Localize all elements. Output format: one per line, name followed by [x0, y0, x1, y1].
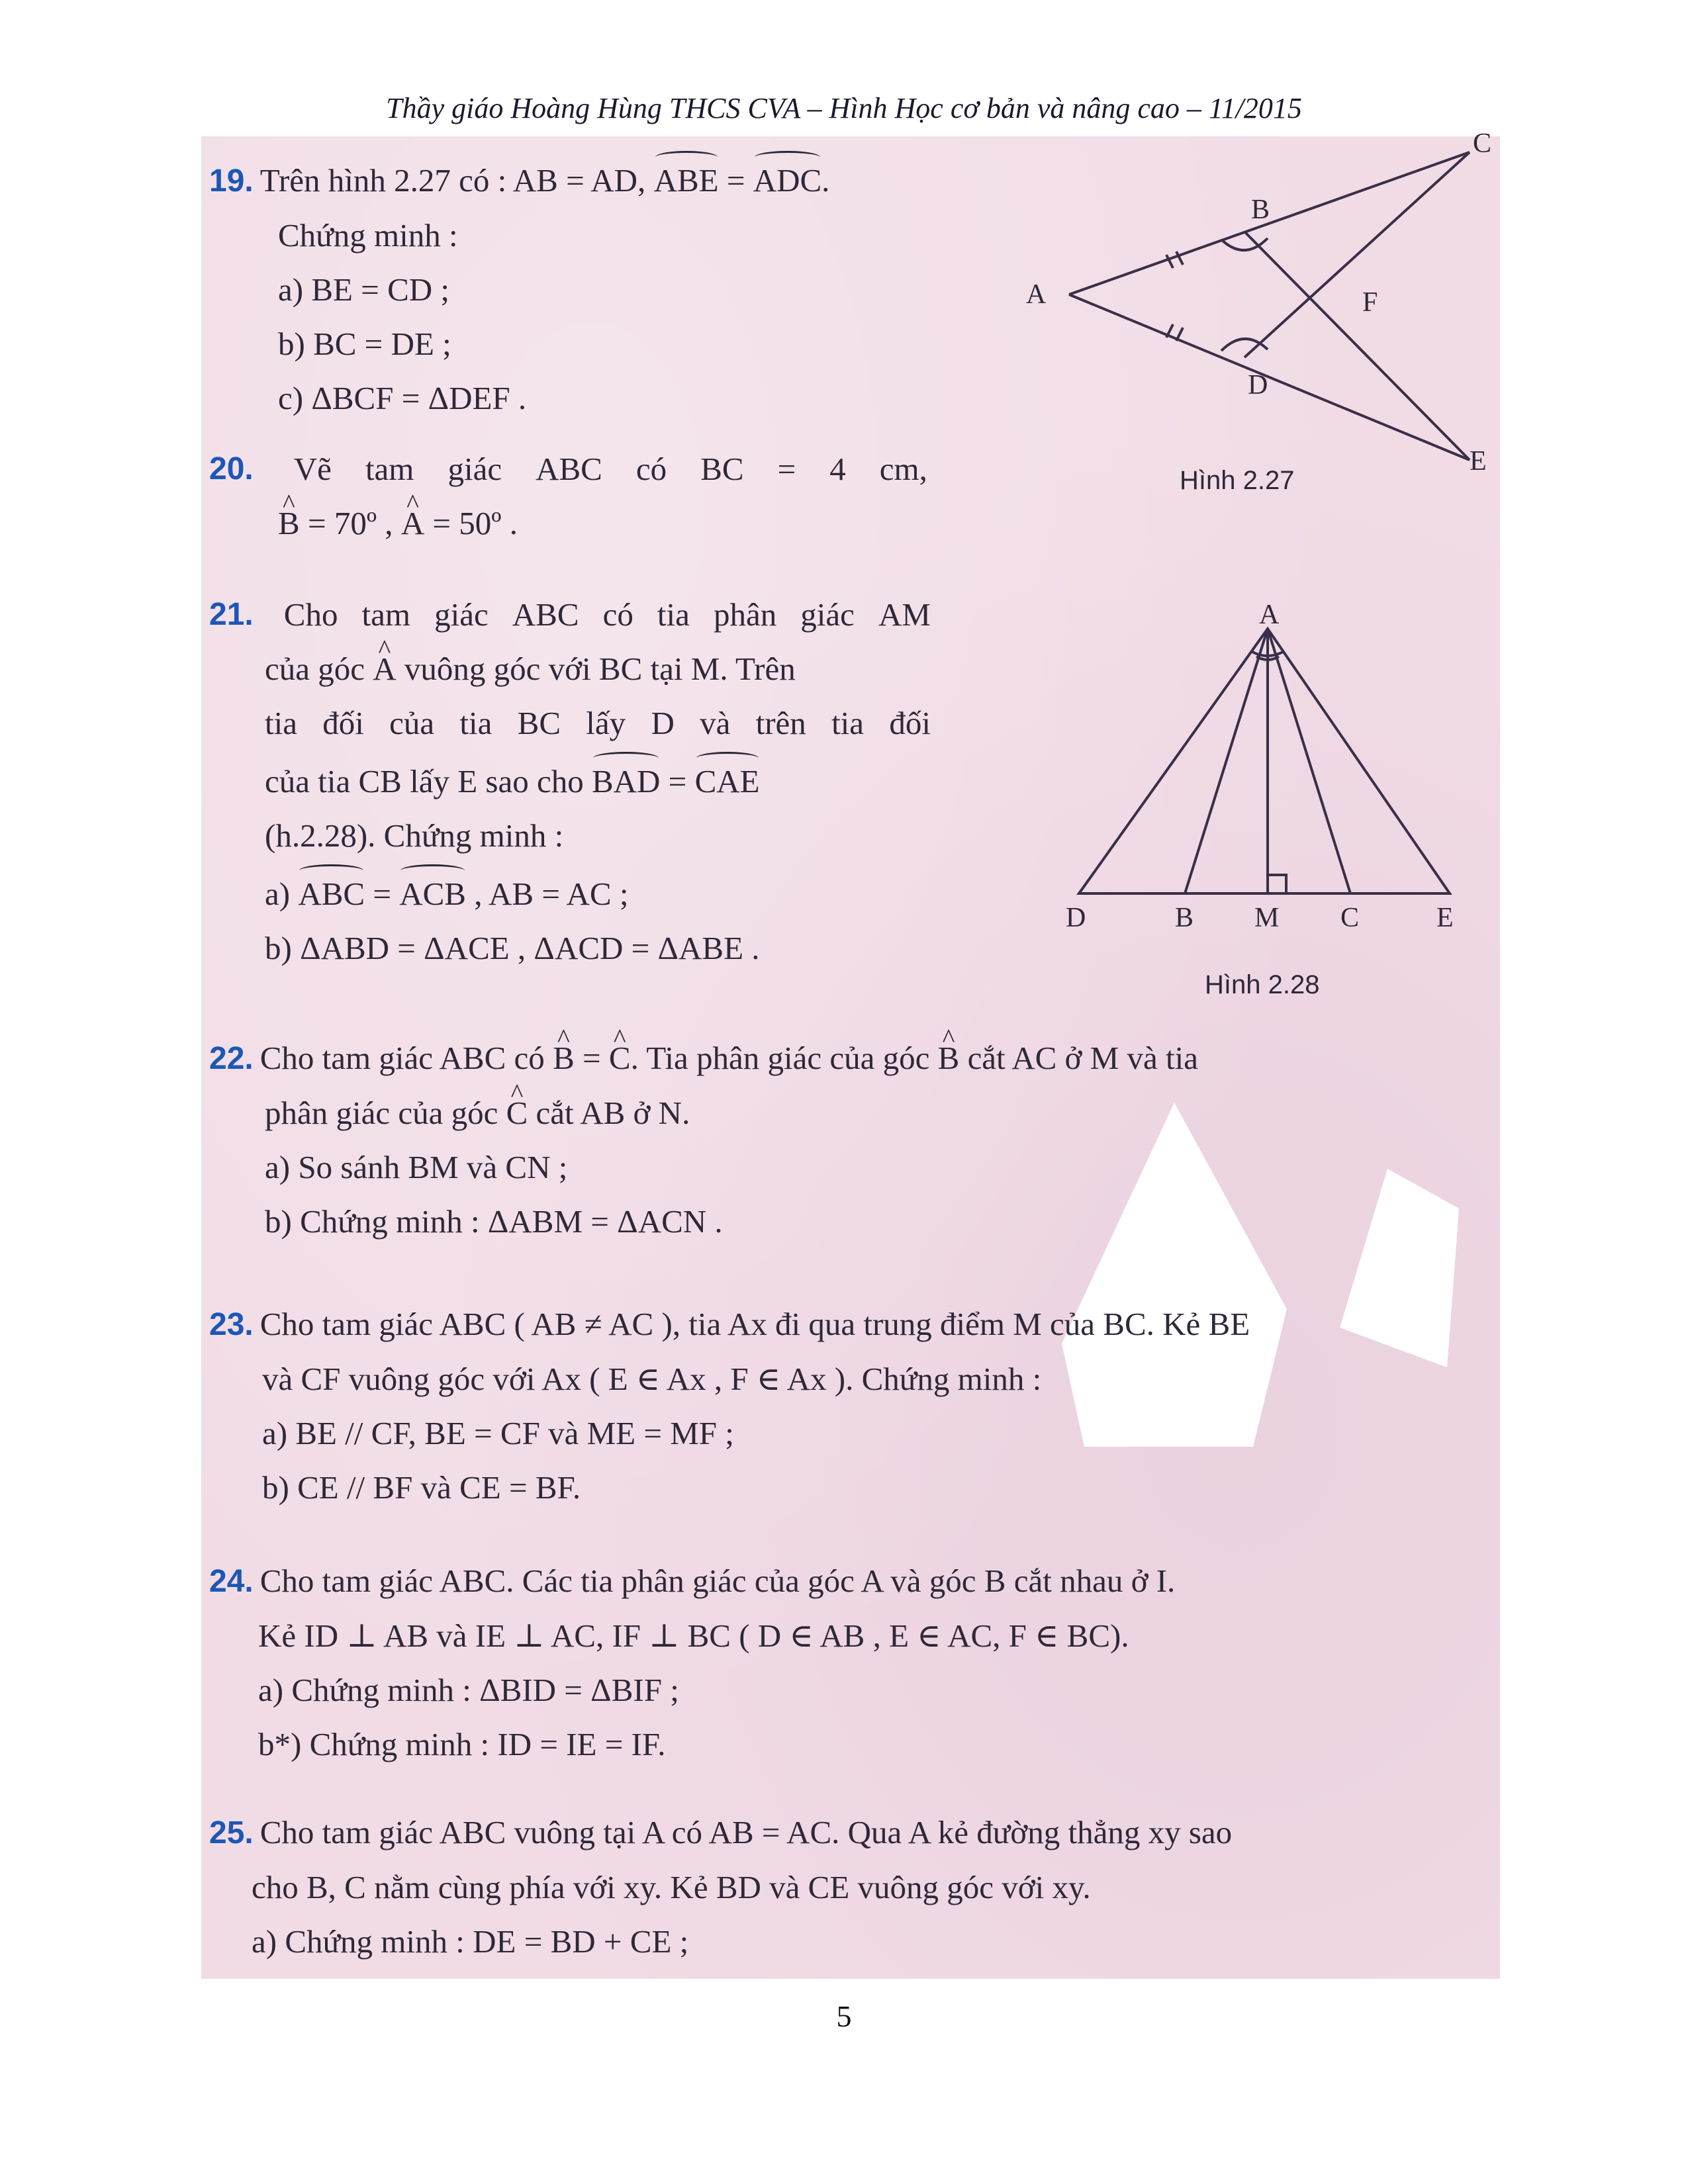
problem-21: 21. Cho tam giác ABC có tia phân giác AM của góc ^ A vuông góc với BC tại M. Trên tia đối của tia BC lấy D và trên tia đối của tia CB lấy E sao cho BAD = CAE (h.2.28). Chứng minh : a) ABC = ACB , AB = AC ; b) ΔABD = ΔACE , ΔACD = ΔABE .: [209, 588, 931, 976]
page-header: Thầy giáo Hoàng Hùng THCS CVA – Hình Học cơ bản và nâng cao – 11/2015: [386, 92, 1302, 124]
angle-a: ^ A: [401, 496, 424, 551]
label-f: F: [1362, 287, 1378, 318]
label-e: E: [1436, 903, 1454, 933]
problem-20: 20. Vẽ tam giác ABC có BC = 4 cm, ^ B = 70º , ^ A = 50º .: [209, 442, 927, 551]
label-c: C: [1473, 132, 1492, 159]
problem-number: 23.: [209, 1307, 254, 1342]
problem-number: 19.: [209, 163, 254, 199]
label-b: B: [1175, 903, 1194, 933]
problem-number: 24.: [209, 1564, 254, 1599]
problem-25: 25. Cho tam giác ABC vuông tại A có AB = AC. Qua A kẻ đường thẳng xy sao cho B, C nằm cùng phía với xy. Kẻ BD và CE vuông góc với xy. a) Chứng minh : DE = BD + CE ;: [209, 1814, 1233, 1960]
label-d: D: [1066, 903, 1086, 933]
problem-number: 25.: [209, 1815, 254, 1850]
angle-acb: ACB: [399, 863, 466, 921]
angle-abe: ABE: [654, 150, 719, 208]
label-m: M: [1254, 903, 1280, 933]
figure-2-28: [1053, 602, 1483, 946]
figure-2-27-caption: Hình 2.27: [1180, 466, 1295, 495]
angle-adc: ADC: [753, 150, 821, 208]
angle-c-2: ^ C: [506, 1086, 528, 1140]
page-number: 5: [836, 1999, 852, 2033]
figure-2-27: [993, 132, 1503, 490]
angle-cae: CAE: [695, 751, 760, 809]
label-a: A: [1259, 602, 1280, 630]
problem-number: 22.: [209, 1041, 254, 1076]
problem-number: 21.: [209, 597, 254, 632]
angle-a: ^ A: [373, 642, 396, 696]
angle-c: ^ C: [609, 1031, 631, 1085]
figure-2-28-caption: Hình 2.28: [1205, 970, 1320, 999]
label-d: D: [1248, 370, 1268, 400]
problem-19: 19. Trên hình 2.27 có : AB = AD, ABE = ADC. Chứng minh : a) BE = CD ; b) BC = DE ; c) ΔBCF = ΔDEF .: [209, 150, 1070, 426]
angle-b-2: ^ B: [938, 1031, 960, 1085]
angle-bad: BAD: [592, 751, 660, 809]
label-c: C: [1340, 903, 1360, 933]
angle-b: ^ B: [553, 1031, 575, 1085]
problem-number: 20.: [209, 451, 254, 486]
label-b: B: [1251, 195, 1270, 225]
angle-b: ^ B: [278, 496, 300, 551]
angle-abc: ABC: [298, 863, 365, 921]
label-e: E: [1470, 446, 1487, 477]
problem-23: 23. Cho tam giác ABC ( AB ≠ AC ), tia Ax đi qua trung điểm M của BC. Kẻ BE và CF vuông góc với Ax ( E ∈ Ax , F ∈ Ax ). Chứng minh : a) BE // CF, BE = CF và ME = MF ; b) CE // BF và CE = BF.: [209, 1306, 1250, 1506]
label-a: A: [1026, 279, 1047, 310]
problem-24: 24. Cho tam giác ABC. Các tia phân giác của góc A và góc B cắt nhau ở I. Kẻ ID ⊥ AB và IE ⊥ AC, IF ⊥ BC ( D ∈ AB , E ∈ AC, F ∈ BC). a) Chứng minh : ΔBID = ΔBIF ; b*) Chứng minh : ID = IE = IF.: [209, 1563, 1176, 1762]
problem-22: 22. Cho tam giác ABC có ^ B = ^ C. Tia phân giác của góc ^ B cắt AC ở M và tia phân giác của góc ^ C cắt AB ở N. a) So sánh BM và CN ; b) Chứng minh : ΔABM = ΔACN .: [209, 1031, 1487, 1249]
